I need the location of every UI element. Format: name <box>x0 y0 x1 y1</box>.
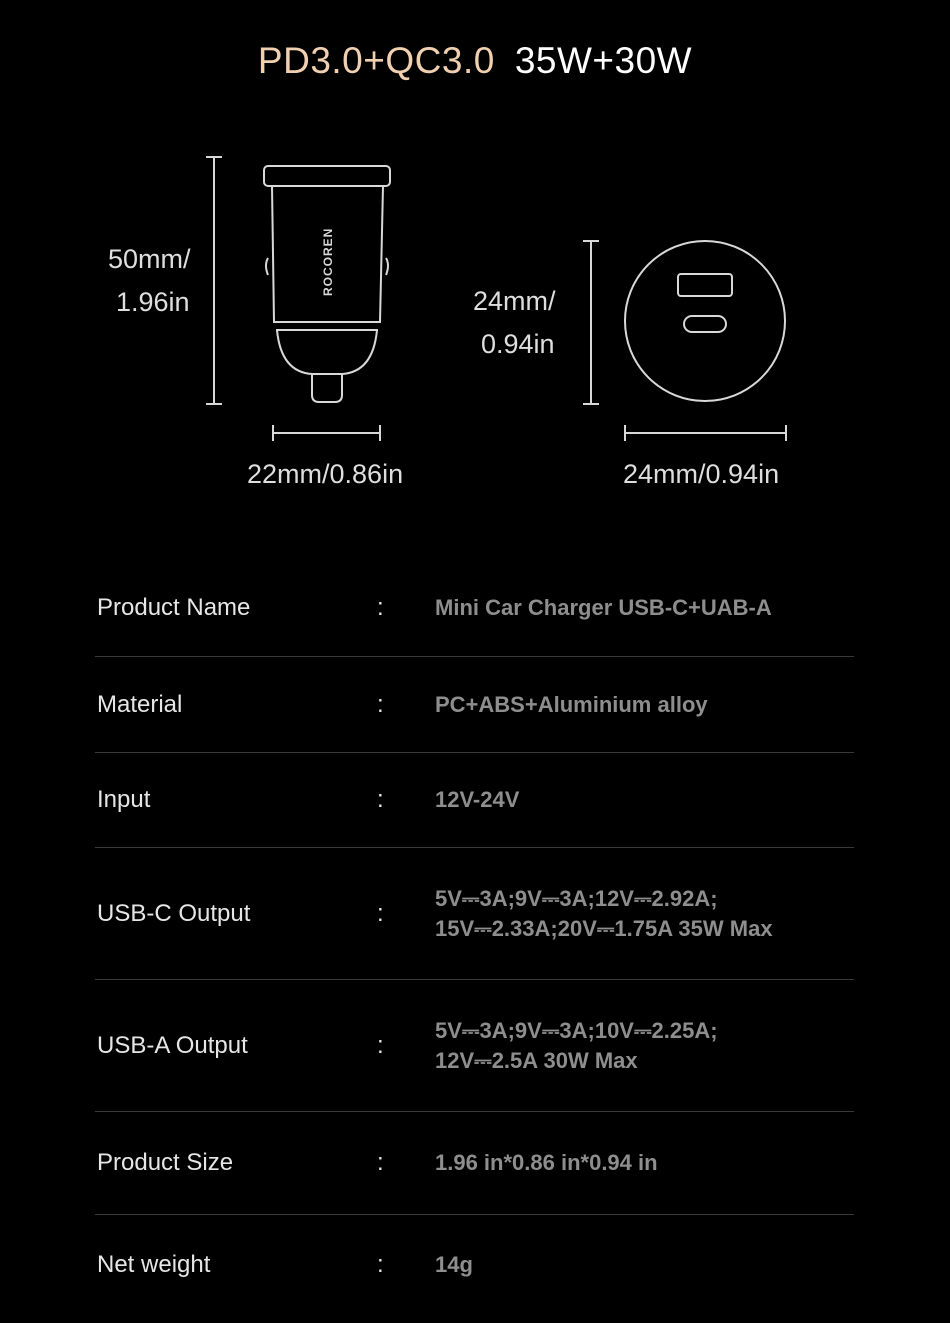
side-height-label-bottom: 1.96in <box>116 287 190 317</box>
spec-label: Product Size <box>97 1149 234 1176</box>
spec-colon: : <box>377 1149 384 1176</box>
spec-value <box>435 1016 854 1076</box>
spec-label: Input <box>97 786 151 813</box>
usb-c-port-icon <box>684 316 726 332</box>
side-width-dimension-line <box>273 425 380 441</box>
spec-value-line: 12V⎓2.5A 30W Max <box>435 1047 638 1073</box>
spec-colon: : <box>377 594 384 621</box>
spec-label: Material <box>97 690 183 718</box>
spec-value <box>435 593 854 623</box>
side-width-label: 22mm/0.86in <box>247 459 404 489</box>
spec-row-usb-a-output <box>95 980 854 1112</box>
spec-label: Product Name <box>97 594 251 621</box>
spec-value <box>435 1148 854 1178</box>
brand-logo-text: ROCOREN <box>321 227 335 296</box>
front-width-label: 24mm/0.94in <box>623 459 780 489</box>
spec-value-line: Mini Car Charger USB-C+UAB-A <box>435 595 772 620</box>
spec-colon: : <box>377 1251 384 1278</box>
front-height-dimension-line <box>583 241 599 404</box>
front-height-label-bottom: 0.94in <box>481 329 555 359</box>
spec-label: USB-A Output <box>97 1031 248 1059</box>
spec-value-line: 12V-24V <box>435 787 520 812</box>
usb-a-port-icon <box>678 274 732 296</box>
side-height-dimension-line <box>206 157 222 404</box>
spec-value-line: 15V⎓2.33A;20V⎓1.75A 35W Max <box>435 915 773 941</box>
spec-value-line: PC+ABS+Aluminium alloy <box>435 691 708 717</box>
wattage-text: 35W+30W <box>514 40 693 81</box>
spec-value <box>435 785 854 815</box>
side-height-label-top: 50mm/ <box>108 244 191 274</box>
spec-colon: : <box>377 690 384 718</box>
spec-value-line: 5V⎓3A;9V⎓3A;10V⎓2.25A; <box>435 1017 718 1043</box>
spec-value <box>435 1250 854 1280</box>
spec-colon: : <box>377 899 384 927</box>
protocol-text: PD3.0+QC3.0 <box>257 40 495 81</box>
spec-row-net-weight <box>95 1215 854 1315</box>
spec-row-product-size <box>95 1112 854 1215</box>
front-height-label-top: 24mm/ <box>473 286 556 316</box>
spec-value-line: 1.96 in*0.86 in*0.94 in <box>435 1150 658 1175</box>
spec-row-usb-c-output <box>95 848 854 980</box>
spec-label: Net weight <box>97 1251 211 1278</box>
spec-value-line: 5V⎓3A;9V⎓3A;12V⎓2.92A; <box>435 885 718 911</box>
spec-table <box>95 560 854 1315</box>
spec-row-input <box>95 753 854 848</box>
spec-label: USB-C Output <box>97 899 251 927</box>
charger-front-view-icon <box>625 241 785 401</box>
spec-colon: : <box>377 786 384 813</box>
spec-colon: : <box>377 1031 384 1059</box>
spec-value-line: 14g <box>435 1252 473 1277</box>
spec-row-product-name <box>95 560 854 657</box>
spec-row-material <box>95 657 854 753</box>
front-width-dimension-line <box>625 425 786 441</box>
spec-value <box>435 690 854 720</box>
spec-value <box>435 884 854 944</box>
